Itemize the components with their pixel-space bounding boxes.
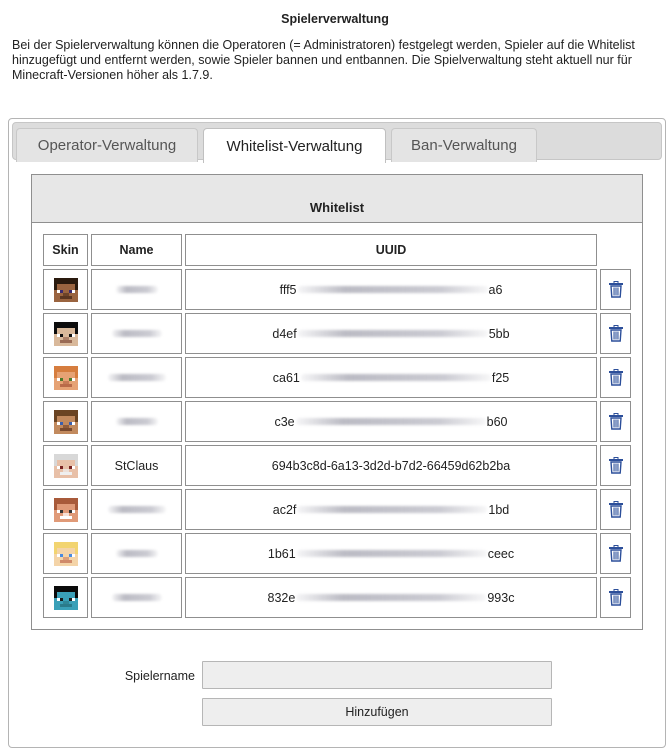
skin-cell [43, 577, 88, 618]
player-name-label: Spielername [124, 669, 195, 683]
player-name-cell [91, 489, 182, 530]
player-uuid-cell [185, 533, 597, 574]
player-skin-avatar [54, 454, 78, 478]
player-name-cell [91, 533, 182, 574]
tab-ban-verwaltung[interactable]: Ban-Verwaltung [391, 128, 537, 162]
remove-from-whitelist-button[interactable] [607, 501, 625, 519]
uuid-end: b60 [486, 414, 508, 429]
skin-cell [43, 533, 88, 574]
skin-cell [43, 313, 88, 354]
column-header-name: Name [91, 234, 182, 266]
player-name-cell [91, 357, 182, 398]
tabs-widget [8, 118, 666, 748]
tab-operator-verwaltung[interactable]: Operator-Verwaltung [16, 128, 198, 162]
uuid-redacted [273, 503, 510, 517]
trash-icon [608, 325, 624, 342]
trash-icon [608, 413, 624, 430]
uuid-end: 993c [487, 590, 515, 605]
page-title: Spielerverwaltung [281, 12, 389, 26]
uuid-redacted [268, 547, 514, 561]
uuid-end: a6 [488, 282, 503, 297]
intro-text: Bei der Spielerverwaltung können die Operatoren (= Administratoren) festgelegt werden, Spieler auf die Whitelist hinzugefügt und entfernt werden, sowie Spieler bannen und entbannen. Die Spielverwaltung steht aktuell nur für Minecraft-Versionen höher als 1.7.9. [12, 38, 635, 82]
uuid-start: fff5 [279, 282, 297, 297]
uuid-start: 1b61 [267, 546, 296, 561]
remove-from-whitelist-button[interactable] [607, 457, 625, 475]
uuid-end: f25 [491, 370, 510, 385]
uuid-blur [298, 330, 488, 337]
uuid-start: ac2f [272, 502, 297, 517]
trash-icon [608, 545, 624, 562]
player-name-input[interactable] [202, 661, 552, 689]
trash-icon [608, 589, 624, 606]
skin-cell [43, 401, 88, 442]
remove-from-whitelist-button[interactable] [607, 413, 625, 431]
uuid-redacted [280, 283, 503, 297]
player-uuid-cell [185, 357, 597, 398]
player-uuid-cell [185, 269, 597, 310]
remove-from-whitelist-button[interactable] [607, 281, 625, 299]
player-skin-avatar [54, 366, 78, 390]
trash-icon [608, 501, 624, 518]
player-name-cell [91, 401, 182, 442]
whitelist-title: Whitelist [32, 175, 642, 223]
delete-cell [600, 269, 631, 310]
uuid-end: 1bd [488, 502, 510, 517]
player-uuid-cell [185, 577, 597, 618]
skin-cell [43, 357, 88, 398]
remove-from-whitelist-button[interactable] [607, 589, 625, 607]
column-header-skin: Skin [43, 234, 88, 266]
tab-whitelist-verwaltung[interactable]: Whitelist-Verwaltung [203, 128, 386, 163]
redacted-name [116, 418, 158, 425]
uuid-redacted [272, 327, 509, 341]
player-skin-avatar [54, 586, 78, 610]
uuid-start: 832e [267, 590, 296, 605]
player-name-cell [91, 269, 182, 310]
uuid-end: 5bb [488, 326, 510, 341]
uuid-text: 694b3c8d-6a13-3d2d-b7d2-66459d62b2ba [271, 458, 511, 473]
redacted-name [112, 594, 162, 601]
uuid-redacted [274, 415, 507, 429]
uuid-blur [298, 286, 488, 293]
player-name-cell [91, 445, 182, 486]
delete-cell [600, 401, 631, 442]
player-name: StClaus [114, 458, 159, 473]
skin-cell [43, 445, 88, 486]
delete-cell [600, 445, 631, 486]
skin-cell [43, 489, 88, 530]
skin-cell [43, 269, 88, 310]
redacted-name [116, 286, 158, 293]
player-skin-avatar [54, 410, 78, 434]
player-skin-avatar [54, 322, 78, 346]
redacted-name [116, 550, 158, 557]
uuid-redacted [273, 371, 510, 385]
uuid-blur [296, 594, 486, 601]
delete-cell [600, 533, 631, 574]
column-header-uuid: UUID [185, 234, 597, 266]
uuid-start: ca61 [272, 370, 300, 385]
tab-bar [12, 122, 662, 160]
trash-icon [608, 281, 624, 298]
uuid-end: ceec [487, 546, 515, 561]
remove-from-whitelist-button[interactable] [607, 545, 625, 563]
redacted-name [108, 374, 166, 381]
remove-from-whitelist-button[interactable] [607, 325, 625, 343]
uuid-blur [297, 550, 487, 557]
uuid-redacted [268, 591, 515, 605]
player-name-cell [91, 577, 182, 618]
player-uuid-cell [185, 401, 597, 442]
trash-icon [608, 369, 624, 386]
add-player-button[interactable]: Hinzufügen [202, 698, 552, 726]
uuid-blur [296, 418, 486, 425]
uuid-blur [301, 374, 491, 381]
delete-cell [600, 313, 631, 354]
whitelist-panel [31, 174, 643, 630]
uuid-start: c3e [274, 414, 295, 429]
player-skin-avatar [54, 542, 78, 566]
trash-icon [608, 457, 624, 474]
player-uuid-cell [185, 313, 597, 354]
redacted-name [112, 330, 162, 337]
player-skin-avatar [54, 278, 78, 302]
delete-cell [600, 357, 631, 398]
uuid-start: d4ef [272, 326, 297, 341]
redacted-name [108, 506, 166, 513]
player-uuid-cell [185, 445, 597, 486]
player-name-cell [91, 313, 182, 354]
delete-cell [600, 489, 631, 530]
player-uuid-cell [185, 489, 597, 530]
delete-cell [600, 577, 631, 618]
uuid-blur [297, 506, 487, 513]
remove-from-whitelist-button[interactable] [607, 369, 625, 387]
player-skin-avatar [54, 498, 78, 522]
